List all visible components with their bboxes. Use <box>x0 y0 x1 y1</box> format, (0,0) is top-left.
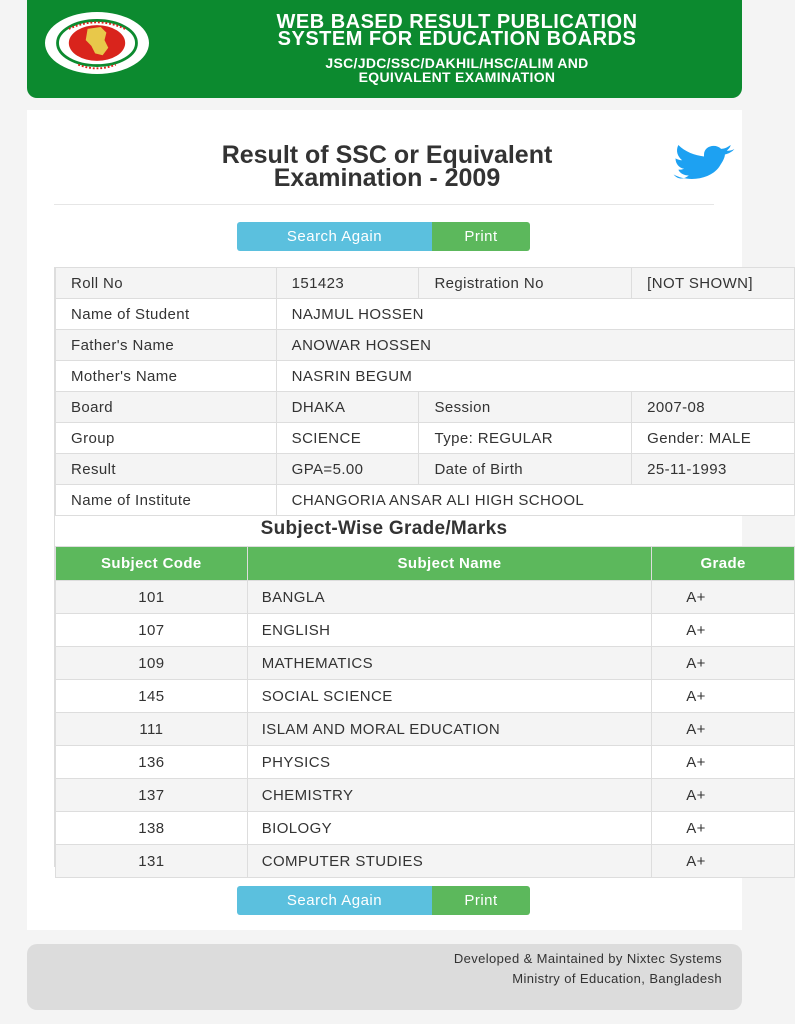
roll-label: Roll No <box>56 268 277 299</box>
table-row <box>56 812 795 845</box>
site-title-line1: WEB BASED RESULT PUBLICATION <box>276 11 638 33</box>
gender-value: Gender: MALE <box>632 423 795 454</box>
site-subtitle-line1: JSC/JDC/SSC/DAKHIL/HSC/ALIM AND <box>325 55 589 71</box>
session-label: Session <box>419 392 632 423</box>
father-name-value: ANOWAR HOSSEN <box>276 330 794 361</box>
result-panel <box>27 110 753 930</box>
subject-name: BANGLA <box>247 581 652 614</box>
table-header-row <box>56 547 795 581</box>
table-row <box>56 746 795 779</box>
search-again-button[interactable]: Search Again <box>237 222 432 251</box>
board-value: DHAKA <box>276 392 419 423</box>
col-header-subject-code: Subject Code <box>56 547 248 581</box>
page-title-line1: Result of SSC or Equivalent <box>221 141 553 169</box>
subject-name: COMPUTER STUDIES <box>247 845 652 878</box>
subject-grade: A+ <box>652 812 795 845</box>
page-title-line2: Examination - 2009 <box>273 164 501 192</box>
table-row <box>56 423 795 454</box>
subject-grade-table <box>54 546 746 870</box>
dob-label: Date of Birth <box>419 454 632 485</box>
table-row <box>56 680 795 713</box>
subject-heading: Subject-Wise Grade/Marks <box>260 518 508 539</box>
subject-code: 137 <box>56 779 248 812</box>
subject-name: BIOLOGY <box>247 812 652 845</box>
subject-grade: A+ <box>652 581 795 614</box>
dob-value: 25-11-1993 <box>632 454 795 485</box>
title-divider <box>54 204 714 205</box>
subject-name: MATHEMATICS <box>247 647 652 680</box>
subject-code: 145 <box>56 680 248 713</box>
government-seal-icon <box>43 10 151 76</box>
subject-name: ISLAM AND MORAL EDUCATION <box>247 713 652 746</box>
table-row <box>56 299 795 330</box>
group-label: Group <box>56 423 277 454</box>
subject-code: 136 <box>56 746 248 779</box>
result-label: Result <box>56 454 277 485</box>
group-value: SCIENCE <box>276 423 419 454</box>
subject-name: CHEMISTRY <box>247 779 652 812</box>
subject-code: 107 <box>56 614 248 647</box>
subject-grade: A+ <box>652 647 795 680</box>
subject-code: 111 <box>56 713 248 746</box>
subject-code: 109 <box>56 647 248 680</box>
board-label: Board <box>56 392 277 423</box>
site-header <box>27 0 742 98</box>
roll-value: 151423 <box>276 268 419 299</box>
table-row <box>56 647 795 680</box>
institute-value: CHANGORIA ANSAR ALI HIGH SCHOOL <box>276 485 794 516</box>
student-name-value: NAJMUL HOSSEN <box>276 299 794 330</box>
bottom-button-group <box>237 886 530 915</box>
registration-label: Registration No <box>419 268 632 299</box>
footer-developer: Developed & Maintained by Nixtec Systems <box>453 951 722 966</box>
footer-ministry: Ministry of Education, Bangladesh <box>512 971 722 986</box>
subject-grade: A+ <box>652 779 795 812</box>
site-subtitle <box>177 56 737 84</box>
table-row <box>56 614 795 647</box>
type-value: Type: REGULAR <box>419 423 632 454</box>
subject-grade: A+ <box>652 746 795 779</box>
site-footer <box>27 944 742 1010</box>
col-header-subject-name: Subject Name <box>247 547 652 581</box>
subject-code: 101 <box>56 581 248 614</box>
subject-code: 131 <box>56 845 248 878</box>
table-row <box>56 268 795 299</box>
student-name-label: Name of Student <box>56 299 277 330</box>
table-row <box>56 581 795 614</box>
table-row <box>56 713 795 746</box>
subject-name: PHYSICS <box>247 746 652 779</box>
site-title <box>177 11 737 50</box>
print-button[interactable]: Print <box>432 886 530 915</box>
page-title <box>87 141 687 192</box>
result-value: GPA=5.00 <box>276 454 419 485</box>
site-subtitle-line2: EQUIVALENT EXAMINATION <box>358 69 556 85</box>
subject-name: SOCIAL SCIENCE <box>247 680 652 713</box>
subject-grade: A+ <box>652 845 795 878</box>
table-row <box>56 779 795 812</box>
session-value: 2007-08 <box>632 392 795 423</box>
table-row <box>56 392 795 423</box>
print-button[interactable]: Print <box>432 222 530 251</box>
subject-grade: A+ <box>652 713 795 746</box>
top-button-group <box>237 222 530 251</box>
father-name-label: Father's Name <box>56 330 277 361</box>
institute-label: Name of Institute <box>56 485 277 516</box>
subject-code: 138 <box>56 812 248 845</box>
col-header-grade: Grade <box>652 547 795 581</box>
table-row <box>56 845 795 878</box>
mother-name-label: Mother's Name <box>56 361 277 392</box>
table-row <box>56 361 795 392</box>
site-title-line2: SYSTEM FOR EDUCATION BOARDS <box>277 28 637 50</box>
table-row <box>56 330 795 361</box>
search-again-button[interactable]: Search Again <box>237 886 432 915</box>
mother-name-value: NASRIN BEGUM <box>276 361 794 392</box>
table-row <box>56 454 795 485</box>
subject-grade: A+ <box>652 680 795 713</box>
subject-grade: A+ <box>652 614 795 647</box>
subject-name: ENGLISH <box>247 614 652 647</box>
registration-value: [NOT SHOWN] <box>632 268 795 299</box>
twitter-bird-icon[interactable] <box>652 140 744 180</box>
table-row <box>56 485 795 516</box>
